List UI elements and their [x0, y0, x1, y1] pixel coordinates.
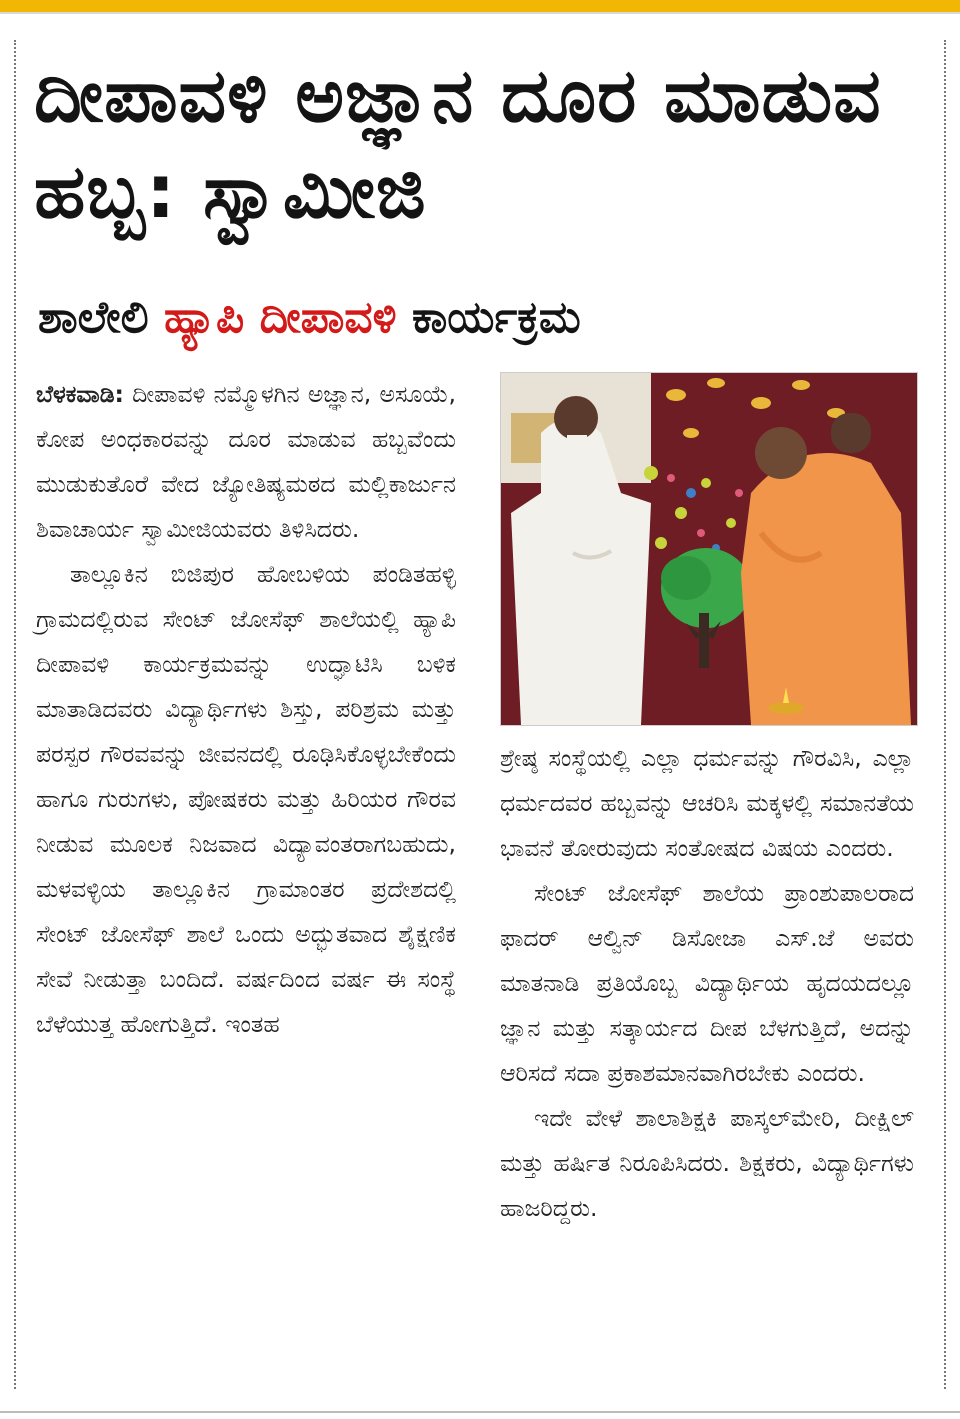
paragraph-text: ದೀಪಾವಳಿ ನಮ್ಮೊಳಗಿನ ಅಜ್ಞಾನ, ಅಸೂಯೆ, ಕೋಪ ಅಂಧಕಾರವನ್ನು ದೂರ ಮಾಡುವ ಹಬ್ಬವೆಂದು ಮುಡುಕುತೊರೆ ವೇದ ಜ್ಯೋತಿಷ್ಯಮಠದ ಮಲ್ಲಿಕಾರ್ಜುನ ಶಿವಾಚಾರ್ಯ ಸ್ವಾಮೀಜಿಯವರು ತಿಳಿಸಿದರು. [36, 380, 456, 543]
subheadline-suffix: ಕಾರ್ಯಕ್ರಮ [411, 292, 581, 343]
right-dotted-border [944, 40, 946, 1389]
subheadline [38, 290, 928, 346]
headline: ದೀಪಾವಳಿ ಅಜ್ಞಾನ ದೂರ ಮಾಡುವ ಹಬ್ಬ: ಸ್ವಾಮೀಜಿ [34, 53, 882, 235]
article-paragraph: ಸೇಂಟ್ ಜೋಸೆಫ್ ಶಾಲೆಯ ಪ್ರಾಂಶುಪಾಲರಾದ ಫಾದರ್ ಆಲ್ವಿನ್ ಡಿಸೋಜಾ ಎಸ್.ಜೆ ಅವರು ಮಾತನಾಡಿ ಪ್ರತಿಯೊಬ್ಬ ವಿದ್ಯಾರ್ಥಿಯ ಹೃದಯದಲ್ಲೂ ಜ್ಞಾನ ಮತ್ತು ಸತ್ಕಾರ್ಯದ ದೀಪ ಬೆಳಗುತ್ತಿದೆ, ಅದನ್ನು ಆರಿಸದೆ ಸದಾ ಪ್ರಕಾಶಮಾನವಾಗಿರಬೇಕು ಎಂದರು. [500, 879, 914, 1087]
event-photo [500, 372, 918, 726]
bottom-rule [0, 1411, 960, 1413]
subheadline-highlight: ಹ್ಯಾಪಿ ದೀಪಾವಳಿ [163, 292, 397, 343]
article-paragraph: ತಾಲ್ಲೂಕಿನ ಬಿಜಿಪುರ ಹೋಬಳಿಯ ಪಂಡಿತಹಳ್ಳಿ ಗ್ರಾಮದಲ್ಲಿರುವ ಸೇಂಟ್ ಜೋಸೆಫ್ ಶಾಲೆಯಲ್ಲಿ ಹ್ಯಾಪಿ ದೀಪಾವಳಿ ಕಾರ್ಯಕ್ರಮವನ್ನು ಉದ್ಘಾಟಿಸಿ ಬಳಿಕ ಮಾತಾಡಿದವರು ವಿದ್ಯಾರ್ಥಿಗಳು ಶಿಸ್ತು, ಪರಿಶ್ರಮ ಮತ್ತು ಪರಸ್ಪರ ಗೌರವವನ್ನು ಜೀವನದಲ್ಲಿ ರೂಢಿಸಿಕೊಳ್ಳಬೇಕೆಂದು ಹಾಗೂ ಗುರುಗಳು, ಪೋಷಕರು ಮತ್ತು ಹಿರಿಯರ ಗೌರವ ನೀಡುವ ಮೂಲಕ ನಿಜವಾದ ವಿದ್ಯಾವಂತರಾಗಬಹುದು, ಮಳವಳ್ಳಿಯ ತಾಲ್ಲೂಕಿನ ಗ್ರಾಮಾಂತರ ಪ್ರದೇಶದಲ್ಲಿ ಸೇಂಟ್ ಜೋಸೆಫ್ ಶಾಲೆ ಒಂದು ಅದ್ಭುತವಾದ ಶೈಕ್ಷಣಿಕ ಸೇವೆ ನೀಡುತ್ತಾ ಬಂದಿದೆ. ವರ್ಷದಿಂದ ವರ್ಷ ಈ ಸಂಸ್ಥೆ ಬೆಳೆಯುತ್ತ ಹೋಗುತ್ತಿದೆ. ಇಂತಹ [36, 560, 456, 1038]
dateline: ಬೆಳಕವಾಡಿ: [36, 380, 124, 408]
article-paragraph [36, 372, 456, 552]
article-column-right [500, 736, 914, 1231]
left-dotted-border [14, 40, 16, 1389]
subheadline-prefix: ಶಾಲೇಲಿ [38, 292, 149, 343]
accent-bar [0, 0, 960, 12]
article-paragraph: ಶ್ರೇಷ್ಠ ಸಂಸ್ಥೆಯಲ್ಲಿ ಎಲ್ಲಾ ಧರ್ಮವನ್ನು ಗೌರವಿಸಿ, ಎಲ್ಲಾ ಧರ್ಮದವರ ಹಬ್ಬವನ್ನು ಆಚರಿಸಿ ಮಕ್ಕಳಲ್ಲಿ ಸಮಾನತೆಯ ಭಾವನೆ ತೋರುವುದು ಸಂತೋಷದ ವಿಷಯ ಎಂದರು. [500, 744, 914, 862]
article-column-left [36, 372, 456, 1047]
top-rule [0, 12, 960, 14]
article-paragraph: ಇದೇ ವೇಳೆ ಶಾಲಾಶಿಕ್ಷಕಿ ಪಾಸ್ಕಲ್‌ಮೇರಿ, ದೀಕ್ಷಿಲ್ ಮತ್ತು ಹರ್ಷಿತ ನಿರೂಪಿಸಿದರು. ಶಿಕ್ಷಕರು, ವಿದ್ಯಾರ್ಥಿಗಳು ಹಾಜರಿದ್ದರು. [500, 1104, 914, 1222]
photo-illustration [501, 373, 917, 725]
